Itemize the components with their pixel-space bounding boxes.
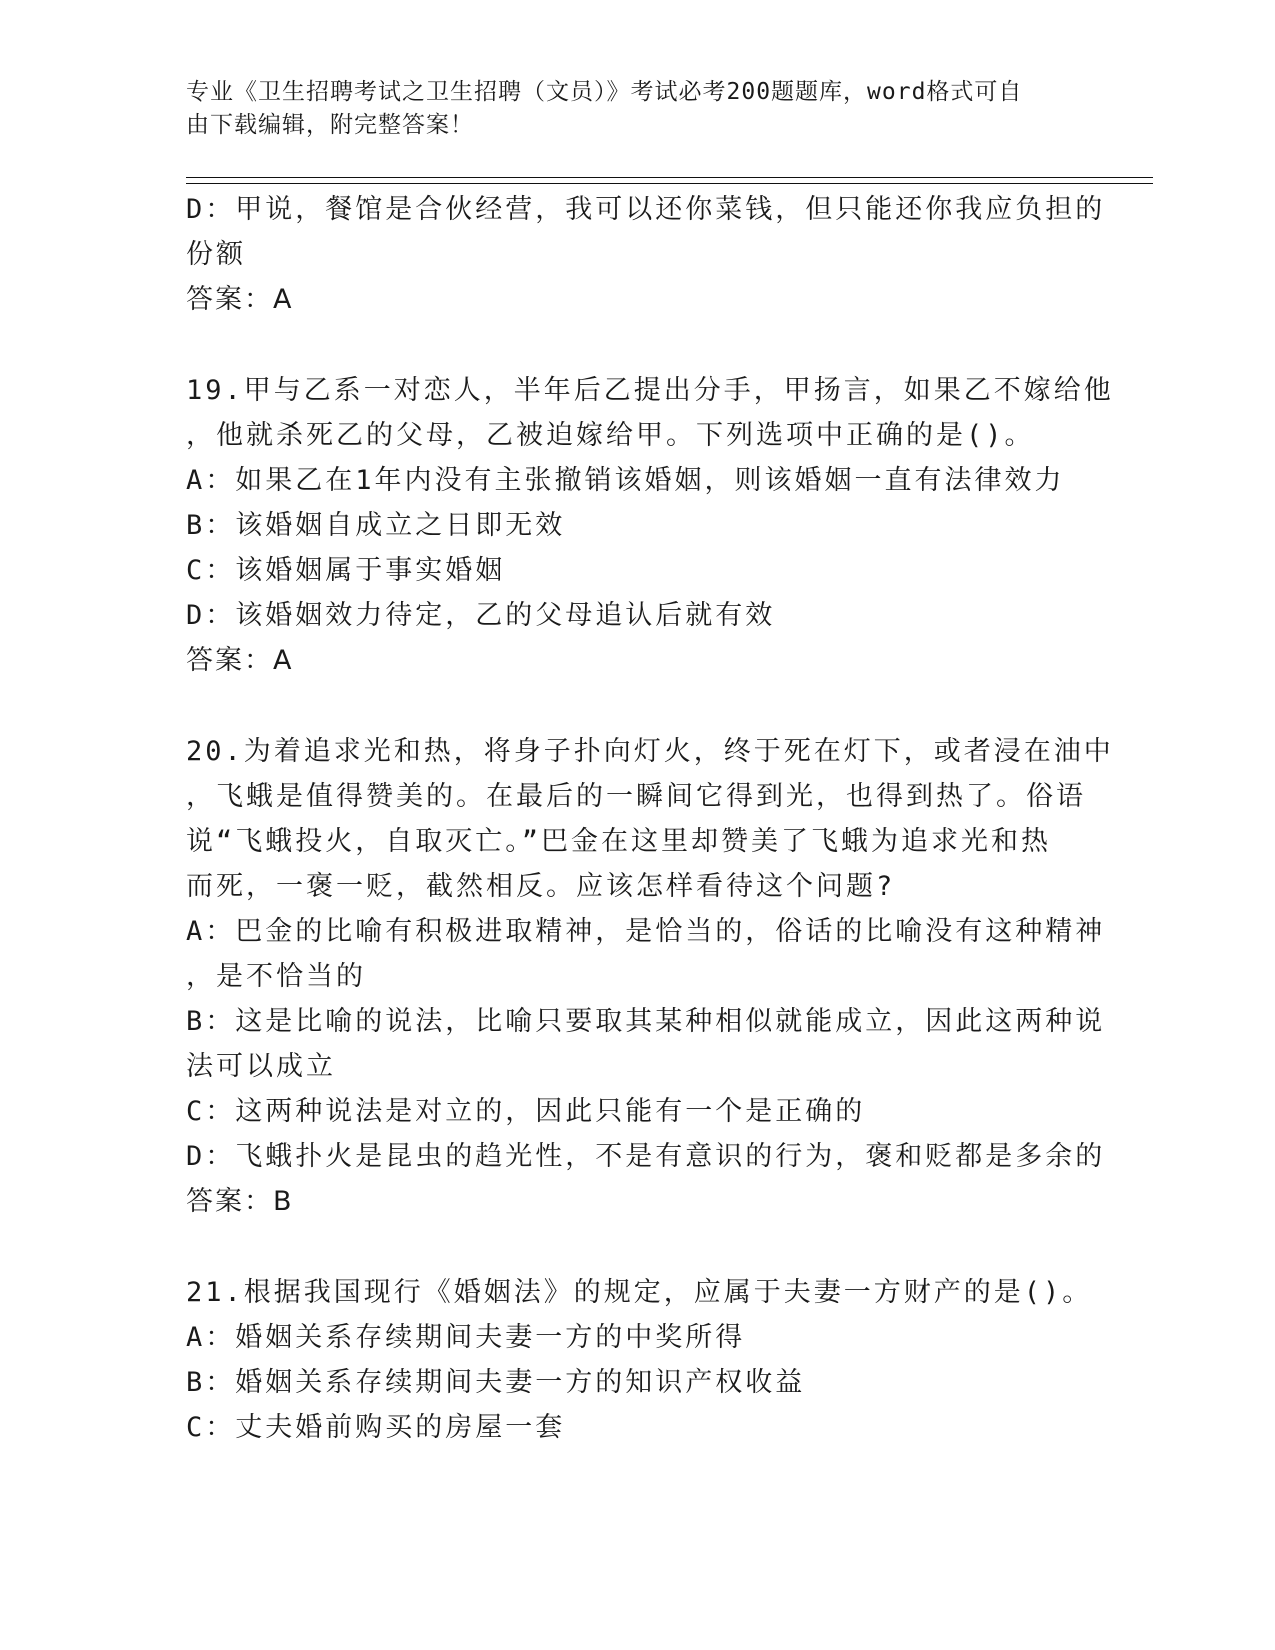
- answer: 答案：B: [186, 1186, 294, 1217]
- option-d: D：飞蛾扑火是昆虫的趋光性，不是有意识的行为，褒和贬都是多余的: [186, 1141, 1106, 1172]
- question-stem-line: 而死，一褒一贬，截然相反。应该怎样看待这个问题?: [186, 871, 896, 902]
- option-a: A：婚姻关系存续期间夫妻一方的中奖所得: [186, 1322, 746, 1353]
- option-c: C：这两种说法是对立的，因此只能有一个是正确的: [186, 1096, 866, 1127]
- option-a-line-1: A：巴金的比喻有积极进取精神，是恰当的，俗话的比喻没有这种精神: [186, 916, 1106, 947]
- option-c: C：丈夫婚前购买的房屋一套: [186, 1412, 566, 1443]
- option-a: A：如果乙在1年内没有主张撤销该婚姻，则该婚姻一直有法律效力: [186, 465, 1065, 496]
- question-stem-line: ，飞蛾是值得赞美的。在最后的一瞬间它得到光，也得到热了。俗语: [186, 781, 1086, 812]
- question-stem-line: 说“飞蛾投火，自取灭亡。”巴金在这里却赞美了飞蛾为追求光和热: [186, 826, 1052, 857]
- option-b: B：婚姻关系存续期间夫妻一方的知识产权收益: [186, 1367, 806, 1398]
- question-19: [186, 368, 1114, 684]
- question-stem-line: 21.根据我国现行《婚姻法》的规定，应属于夫妻一方财产的是()。: [186, 1277, 1093, 1308]
- option-b-line-2: 法可以成立: [186, 1051, 336, 1082]
- spacer: [186, 1225, 1076, 1270]
- question-stem-line: ，他就杀死乙的父母，乙被迫嫁给甲。下列选项中正确的是()。: [186, 420, 1035, 451]
- option-d: D：该婚姻效力待定，乙的父母追认后就有效: [186, 600, 776, 631]
- spacer: [186, 684, 1076, 729]
- question-stem-line: 19.甲与乙系一对恋人，半年后乙提出分手，甲扬言，如果乙不嫁给他: [186, 375, 1114, 406]
- answer: 答案：A: [186, 284, 294, 315]
- question-21: [186, 1270, 1093, 1450]
- option-d-line-1: D：甲说，餐馆是合伙经营，我可以还你菜钱，但只能还你我应负担的: [186, 194, 1106, 225]
- header-rule-top: [186, 177, 1153, 178]
- option-a-line-2: ，是不恰当的: [186, 961, 366, 992]
- option-c: C：该婚姻属于事实婚姻: [186, 555, 506, 586]
- document-header: [186, 76, 1066, 142]
- header-line-2: 由下载编辑，附完整答案！: [186, 112, 474, 138]
- header-line-1: 专业《卫生招聘考试之卫生招聘（文员）》考试必考200题题库，word格式可自: [186, 79, 1023, 105]
- option-d-line-2: 份额: [186, 239, 246, 270]
- header-rule-bottom: [186, 183, 1153, 184]
- prev-question-tail: [186, 187, 1106, 323]
- question-20: [186, 729, 1114, 1225]
- option-b-line-1: B：这是比喻的说法，比喻只要取其某种相似就能成立，因此这两种说: [186, 1006, 1106, 1037]
- document-body: [186, 187, 1114, 1450]
- option-b: B：该婚姻自成立之日即无效: [186, 510, 566, 541]
- question-stem-line: 20.为着追求光和热，将身子扑向灯火，终于死在灯下，或者浸在油中: [186, 736, 1114, 767]
- answer: 答案：A: [186, 645, 294, 676]
- spacer: [186, 323, 1076, 368]
